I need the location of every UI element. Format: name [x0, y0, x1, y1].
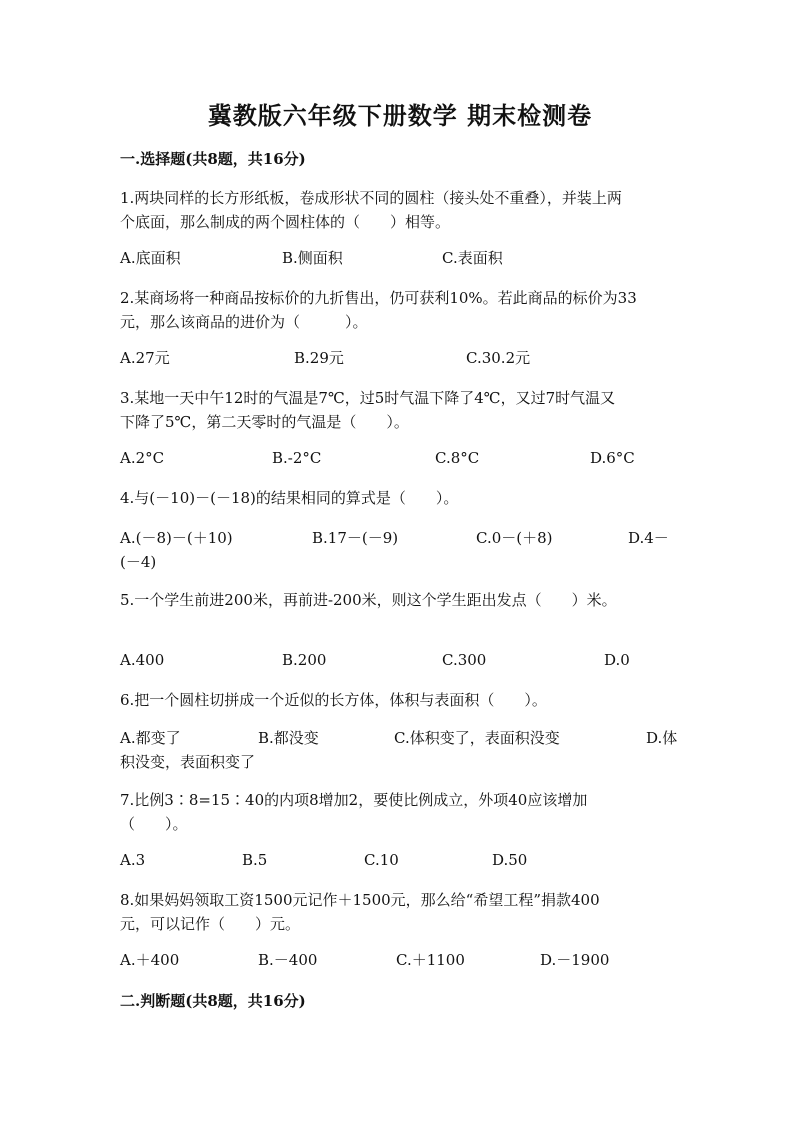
options-7 [120, 848, 680, 872]
option-d: D.－1900 [540, 951, 610, 969]
option-d: D.0 [604, 651, 630, 669]
option-d: D.体 [646, 729, 678, 747]
question-7 [120, 788, 680, 836]
question-line: （ ）。 [120, 815, 188, 833]
option-a: A.3 [120, 851, 146, 869]
question-line: 元，可以记作（ ）元。 [120, 915, 301, 933]
options-6 [120, 726, 680, 750]
question-3 [120, 386, 680, 434]
options-3 [120, 446, 680, 470]
option-b: B.17－(－9) [312, 529, 399, 547]
option-b: B.-2°C [272, 449, 322, 467]
option-c: C.0－(＋8) [476, 529, 553, 547]
question-4 [120, 486, 680, 510]
option-c: C.表面积 [442, 249, 503, 267]
question-line: 2.某商场将一种商品按标价的九折售出，仍可获利10%。若此商品的标价为33 [120, 289, 637, 307]
question-line: 3.某地一天中午12时的气温是7℃，过5时气温下降了4℃，又过7时气温又 [120, 389, 616, 407]
option-d: D.6°C [590, 449, 635, 467]
section-heading-choice: 一.选择题(共8题，共16分) [120, 150, 306, 168]
option-c: C.体积变了，表面积没变 [394, 729, 560, 747]
question-line: 4.与(－10)－(－18)的结果相同的算式是（ ）。 [120, 489, 459, 507]
options-1 [120, 246, 680, 270]
question-line: 1.两块同样的长方形纸板，卷成形状不同的圆柱（接头处不重叠），并装上两 [120, 189, 622, 207]
option-a: A.2°C [120, 449, 165, 467]
option-c: C.10 [364, 851, 399, 869]
option-b: B.－400 [258, 951, 318, 969]
section-heading-judgement: 二.判断题(共8题，共16分) [120, 992, 306, 1010]
question-6 [120, 688, 680, 712]
question-line: 6.把一个圆柱切拼成一个近似的长方体，体积与表面积（ ）。 [120, 691, 547, 709]
question-line: 7.比例3∶8=15∶40的内项8增加2，要使比例成立，外项40应该增加 [120, 791, 588, 809]
option-a: A.底面积 [120, 249, 181, 267]
option-d-continued: 积没变，表面积变了 [120, 753, 256, 771]
page-title: 冀教版六年级下册数学 期末检测卷 [207, 101, 593, 130]
option-a: A.27元 [120, 349, 170, 367]
option-d: D.4－ [628, 529, 669, 547]
options-5 [120, 648, 680, 672]
question-5 [120, 588, 680, 612]
option-a: A.都变了 [120, 729, 181, 747]
options-6-wrap [120, 750, 680, 774]
option-c: C.300 [442, 651, 487, 669]
option-c: C.＋1100 [396, 951, 465, 969]
option-a: A.＋400 [120, 951, 180, 969]
option-b: B.5 [242, 851, 268, 869]
question-line: 下降了5℃，第二天零时的气温是（ ）。 [120, 413, 409, 431]
question-line: 元，那么该商品的进价为（ ）。 [120, 313, 368, 331]
option-d: D.50 [492, 851, 528, 869]
option-b: B.200 [282, 651, 327, 669]
option-c: C.8°C [435, 449, 480, 467]
option-b: B.侧面积 [282, 249, 343, 267]
options-4-wrap [120, 550, 680, 574]
question-line: 8.如果妈妈领取工资1500元记作＋1500元，那么给“希望工程”捐款400 [120, 891, 600, 909]
option-d-continued: (－4) [120, 553, 157, 571]
option-a: A.(－8)－(＋10) [120, 529, 233, 547]
option-c: C.30.2元 [466, 349, 531, 367]
option-b: B.都没变 [258, 729, 319, 747]
options-2 [120, 346, 680, 370]
option-b: B.29元 [294, 349, 344, 367]
options-8 [120, 948, 680, 972]
question-2 [120, 286, 680, 334]
option-a: A.400 [120, 651, 165, 669]
question-8 [120, 888, 680, 936]
question-line: 5.一个学生前进200米，再前进-200米，则这个学生距出发点（ ）米。 [120, 591, 617, 609]
question-1 [120, 186, 680, 234]
question-line: 个底面，那么制成的两个圆柱体的（ ）相等。 [120, 213, 451, 231]
options-4 [120, 526, 680, 550]
